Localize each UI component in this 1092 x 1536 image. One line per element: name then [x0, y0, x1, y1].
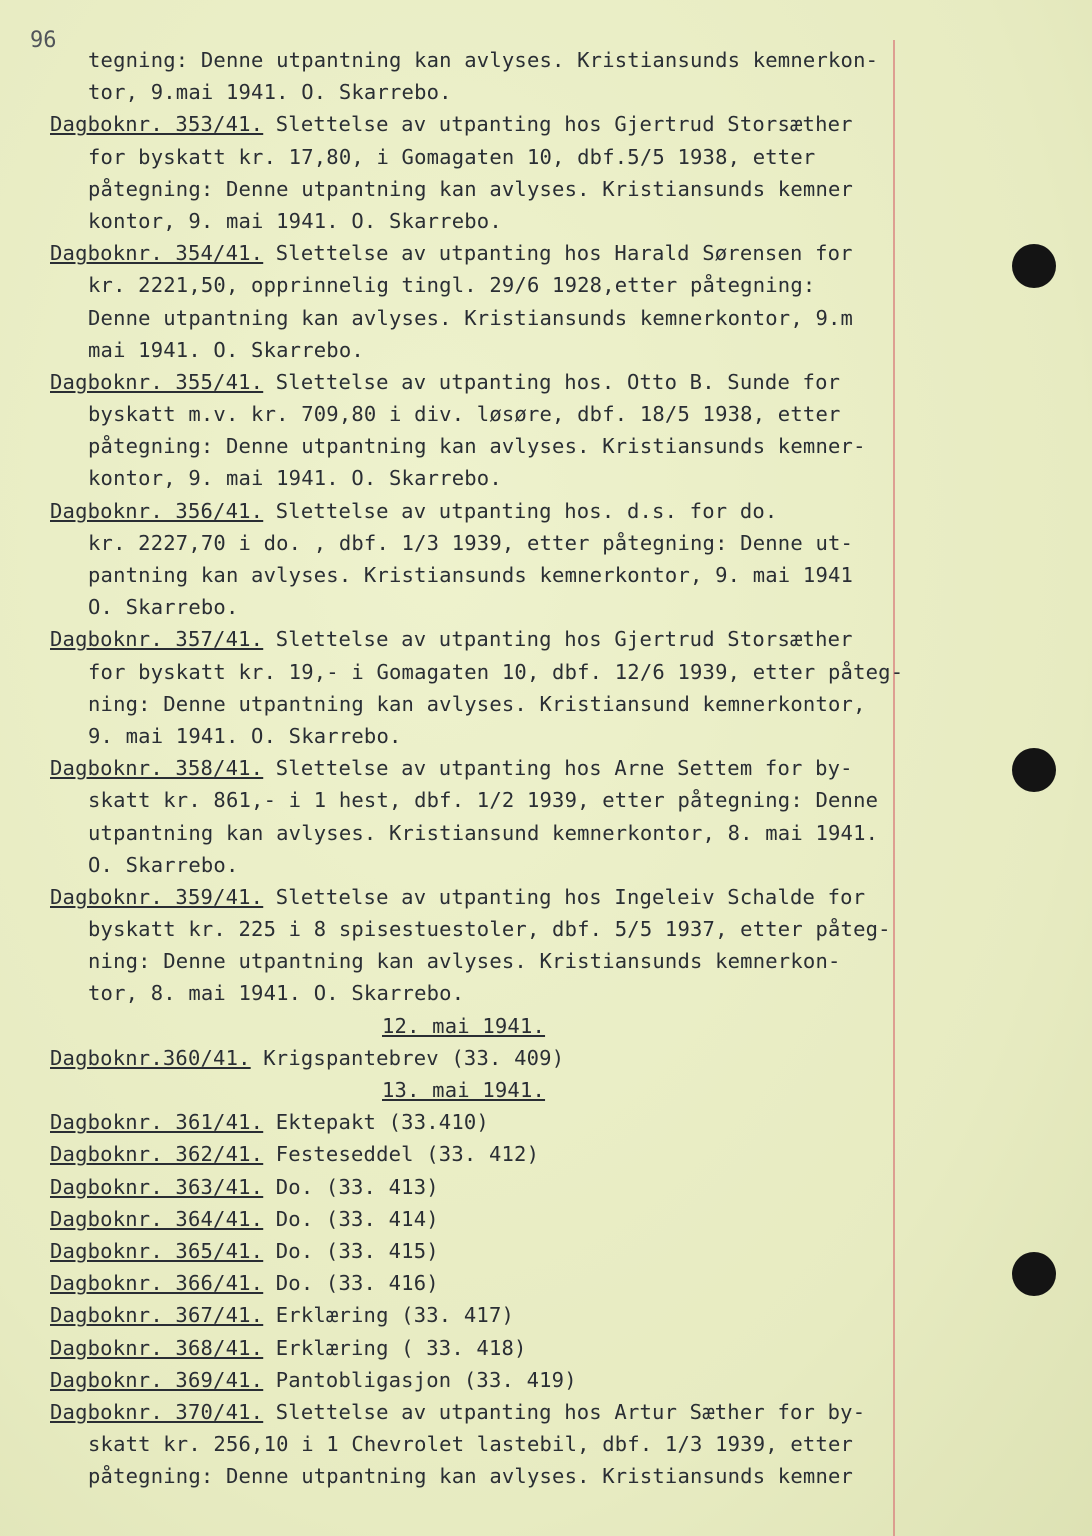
line-text: Do. (33. 415) [263, 1238, 439, 1263]
entry-line [50, 1267, 910, 1299]
text-line [50, 720, 910, 752]
line-text: ning: Denne utpantning kan avlyses. Kristiansund kemnerkontor, [88, 691, 866, 716]
line-text: kr. 2221,50, opprinnelig tingl. 29/6 1928,etter påtegning: [88, 273, 816, 298]
punch-hole [1012, 1252, 1056, 1296]
text-line [50, 784, 910, 816]
text-line [50, 205, 910, 237]
text-line [50, 430, 910, 462]
line-text: Slettelse av utpanting hos Artur Sæther for by- [263, 1399, 866, 1424]
text-line [50, 688, 910, 720]
entry-reference: Dagboknr. 361/41. [50, 1110, 264, 1135]
entry-line [50, 366, 910, 398]
line-text: kr. 2227,70 i do. , dbf. 1/3 1939, etter påtegning: Denne ut- [88, 530, 854, 555]
line-text: for byskatt kr. 19,- i Gomagaten 10, dbf. 12/6 1939, etter påteg- [88, 659, 904, 684]
line-text: påtegning: Denne utpantning kan avlyses. Kristiansunds kemner- [88, 434, 866, 459]
text-line [50, 173, 910, 205]
line-text: Krigspantebrev (33. 409) [250, 1045, 565, 1070]
entry-line [50, 1299, 910, 1331]
line-text: skatt kr. 861,- i 1 hest, dbf. 1/2 1939, etter påtegning: Denne [88, 788, 879, 813]
text-line [50, 334, 910, 366]
entry-reference: Dagboknr. 355/41. [50, 369, 264, 394]
text-line [50, 269, 910, 301]
line-text: O. Skarrebo. [88, 852, 239, 877]
line-text: 13. mai 1941. [382, 1078, 546, 1102]
entry-reference: Dagboknr. 362/41. [50, 1142, 264, 1167]
date-heading [50, 1074, 910, 1106]
text-line [50, 977, 910, 1009]
entry-reference: Dagboknr. 356/41. [50, 498, 264, 523]
text-line [50, 591, 910, 623]
entry-line [50, 1106, 910, 1138]
line-text: utpantning kan avlyses. Kristiansund kemnerkontor, 8. mai 1941. [88, 820, 879, 845]
line-text: byskatt m.v. kr. 709,80 i div. løsøre, dbf. 18/5 1938, etter [88, 402, 841, 427]
line-text: Slettelse av utpanting hos Harald Sørensen for [263, 241, 853, 266]
entry-line [50, 1203, 910, 1235]
line-text: 9. mai 1941. O. Skarrebo. [88, 723, 402, 748]
line-text: ning: Denne utpantning kan avlyses. Kristiansunds kemnerkon- [88, 949, 841, 974]
entry-reference: Dagboknr. 368/41. [50, 1335, 264, 1360]
line-text: for byskatt kr. 17,80, i Gomagaten 10, dbf.5/5 1938, etter [88, 144, 816, 169]
page-number: 96 [30, 28, 57, 53]
line-text: Slettelse av utpanting hos Arne Settem for by- [263, 756, 853, 781]
line-text: kontor, 9. mai 1941. O. Skarrebo. [88, 208, 502, 233]
entry-reference: Dagboknr. 357/41. [50, 627, 264, 652]
line-text: Do. (33. 413) [263, 1174, 439, 1199]
text-line [50, 462, 910, 494]
line-text: pantning kan avlyses. Kristiansunds kemnerkontor, 9. mai 1941 [88, 563, 854, 587]
entry-reference: Dagboknr. 354/41. [50, 241, 264, 266]
entry-reference: Dagboknr. 367/41. [50, 1303, 264, 1328]
line-text: byskatt kr. 225 i 8 spisestuestoler, dbf. 5/5 1937, etter påteg- [88, 917, 891, 942]
entry-line [50, 881, 910, 913]
line-text: påtegning: Denne utpantning kan avlyses. Kristiansunds kemner [88, 1464, 854, 1489]
text-line [50, 1460, 910, 1492]
entry-line [50, 752, 910, 784]
line-text: 12. mai 1941. [382, 1013, 546, 1038]
entry-reference: Dagboknr. 370/41. [50, 1399, 264, 1424]
punch-hole [1012, 748, 1056, 792]
text-line [50, 849, 910, 881]
entry-line [50, 237, 910, 269]
line-text: kontor, 9. mai 1941. O. Skarrebo. [88, 466, 502, 491]
text-line [50, 302, 910, 334]
entry-line [50, 1042, 910, 1074]
text-line [50, 817, 910, 849]
entry-line [50, 1138, 910, 1170]
entry-line [50, 1396, 910, 1428]
date-heading [50, 1010, 910, 1042]
line-text: Pantobligasjon (33. 419) [263, 1367, 577, 1392]
entry-reference: Dagboknr. 365/41. [50, 1238, 264, 1263]
entry-line [50, 495, 910, 527]
line-text: Erklæring ( 33. 418) [263, 1335, 527, 1360]
line-text: Slettelse av utpanting hos. d.s. for do. [263, 498, 790, 523]
entry-line [50, 623, 910, 655]
line-text: Erklæring (33. 417) [263, 1303, 515, 1328]
entry-reference: Dagboknr. 364/41. [50, 1206, 264, 1231]
punch-hole [1012, 244, 1056, 288]
line-text: Slettelse av utpanting hos. Otto B. Sunde for [263, 369, 841, 394]
line-text: O. Skarrebo. [88, 595, 239, 620]
line-text: Slettelse av utpanting hos Gjertrud Storsæther [263, 627, 853, 652]
entry-reference: Dagboknr. 366/41. [50, 1271, 264, 1296]
entry-reference: Dagboknr. 358/41. [50, 756, 264, 781]
text-line [50, 527, 910, 559]
entry-reference: Dagboknr. 353/41. [50, 112, 264, 137]
text-line [50, 559, 910, 591]
line-text: Do. (33. 416) [263, 1271, 439, 1296]
text-line [50, 141, 910, 173]
text-line [50, 1428, 910, 1460]
entry-line [50, 1364, 910, 1396]
text-line [50, 945, 910, 977]
text-line [50, 44, 910, 76]
entry-reference: Dagboknr. 369/41. [50, 1367, 264, 1392]
text-line [50, 76, 910, 108]
line-text: Do. (33. 414) [263, 1206, 439, 1231]
line-text: tor, 9.mai 1941. O. Skarrebo. [88, 80, 452, 105]
line-text: mai 1941. O. Skarrebo. [88, 337, 364, 362]
entry-line [50, 108, 910, 140]
line-text: tegning: Denne utpantning kan avlyses. Kristiansunds kemnerkon- [88, 48, 879, 72]
text-line [50, 398, 910, 430]
line-text: tor, 8. mai 1941. O. Skarrebo. [88, 981, 465, 1006]
entry-line [50, 1235, 910, 1267]
text-line [50, 656, 910, 688]
entry-reference: Dagboknr. 363/41. [50, 1174, 264, 1199]
line-text: Ektepakt (33.410) [263, 1110, 489, 1135]
entry-reference: Dagboknr. 359/41. [50, 884, 264, 909]
ledger-text [50, 44, 910, 1492]
entry-line [50, 1171, 910, 1203]
line-text: Slettelse av utpanting hos Ingeleiv Schalde for [263, 884, 866, 909]
entry-line [50, 1332, 910, 1364]
text-line [50, 913, 910, 945]
entry-reference: Dagboknr.360/41. [50, 1045, 251, 1070]
line-text: påtegning: Denne utpantning kan avlyses. Kristiansunds kemner [88, 176, 854, 201]
line-text: Festeseddel (33. 412) [263, 1142, 540, 1167]
line-text: Slettelse av utpanting hos Gjertrud Storsæther [263, 112, 853, 137]
line-text: Denne utpantning kan avlyses. Kristiansunds kemnerkontor, 9.m [88, 305, 854, 330]
line-text: skatt kr. 256,10 i 1 Chevrolet lastebil, dbf. 1/3 1939, etter [88, 1432, 854, 1457]
